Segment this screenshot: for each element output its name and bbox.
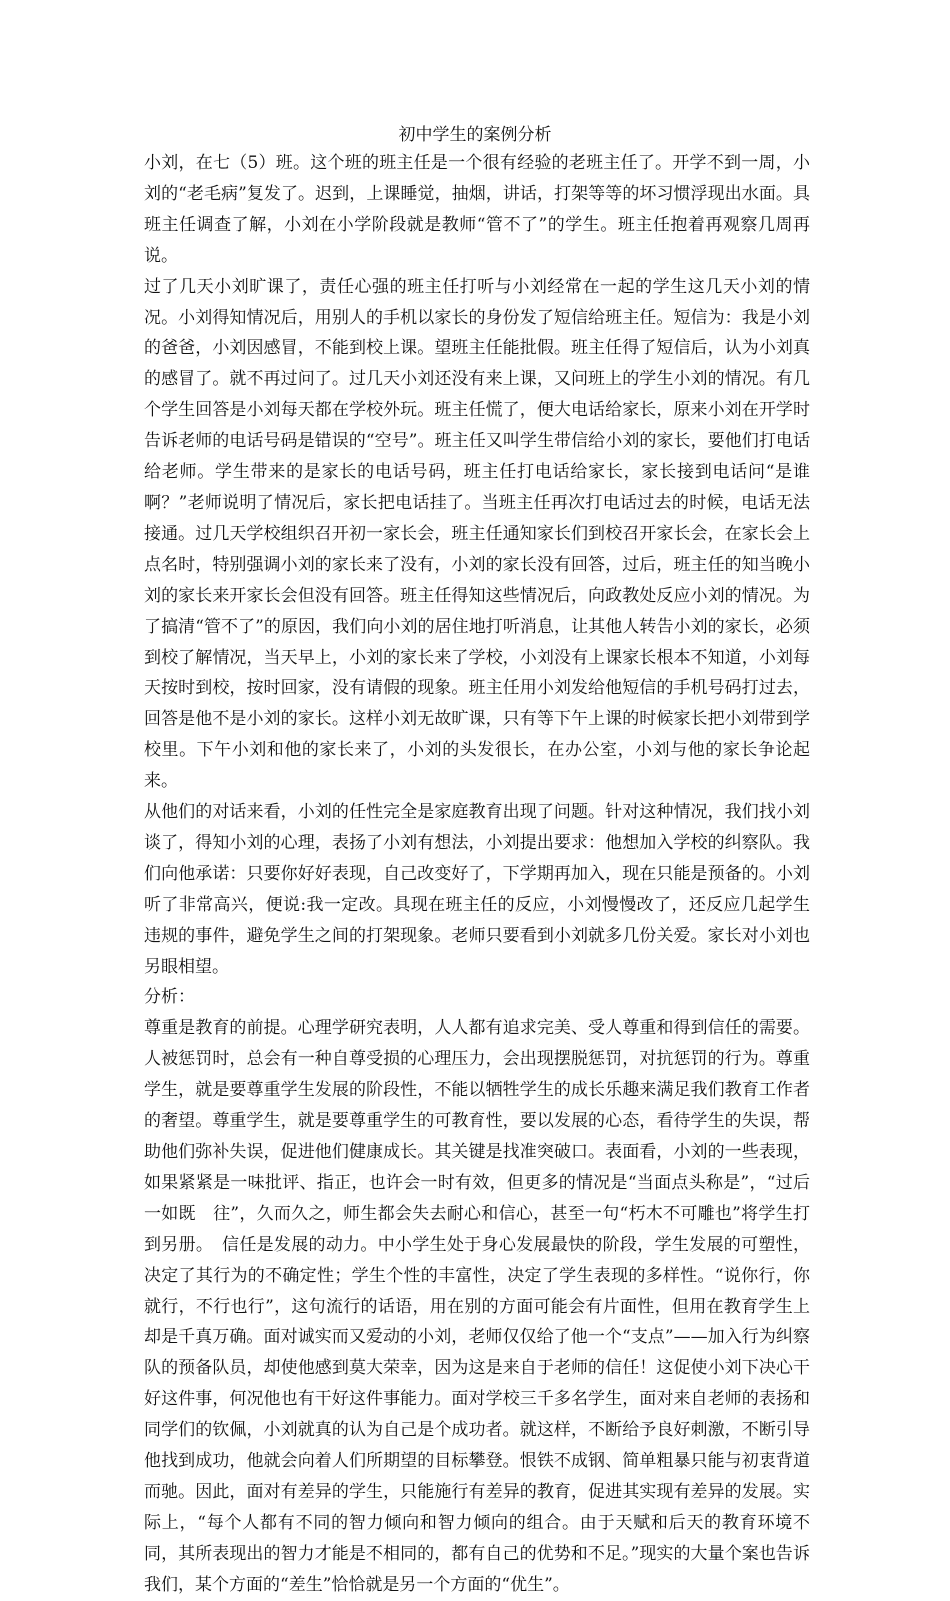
paragraph-absence-story: 过了几天小刘旷课了，责任心强的班主任打听与小刘经常在一起的学生这几天小刘的情况。小刘得知情况后，用别人的手机以家长的身份发了短信给班主任。短信为：我是小刘的爸爸，小刘因感冒，不能到校上课。望班主任能批假。班主任得了短信后，认为小刘真的感冒了。就不再过问了。过几天小刘还没有来上课，又问班上的学生小刘的情况。有几个学生回答是小刘每天都在学校外玩。班主任慌了，便大电话给家长，原来小刘在开学时告诉老师的电话号码是错误的“空号”。班主任又叫学生带信给小刘的家长，要他们打电话给老师。学生带来的是家长的电话号码，班主任打电话给家长，家长接到电话问“是谁啊？”老师说明了情况后，家长把电话挂了。当班主任再次打电话过去的时候，电话无法接通。过几天学校组织召开初一家长会，班主任通知家长们到校召开家长会，在家长会上点名时，特别强调小刘的家长来了没有，小刘的家长没有回答，过后，班主任的知当晚小刘的家长来开家长会但没有回答。班主任得知这些情况后，向政教处反应小刘的情况。为了搞清“管不了”的原因，我们向小刘的居住地打听消息，让其他人转告小刘的家长，必须到校了解情况，当天早上，小刘的家长来了学校，小刘没有上课家长根本不知道，小刘每天按时到校，按时回家，没有请假的现象。班主任用小刘发给他短信的手机号码打过去，回答是他不是小刘的家长。这样小刘无故旷课，只有等下午上课的时候家长把小刘带到学校里。下午小刘和他的家长来了，小刘的头发很长，在办公室，小刘与他的家长争论起来。 — [144, 276, 810, 792]
paragraph-analysis-body: 尊重是教育的前提。心理学研究表明，人人都有追求完美、受人尊重和得到信任的需要。人被惩罚时，总会有一种自尊受损的心理压力，会出现摆脱惩罚，对抗惩罚的行为。尊重学生，就是要尊重学生发展的阶段性，不能以牺牲学生的成长乐趣来满足我们教育工作者的奢望。尊重学生，就是要尊重学生的可教育性，要以发展的心态，看待学生的失误，帮助他们弥补失误，促进他们健康成长。其关键是找准突破口。表面看，小刘的一些表现，如果紧紧是一味批评、指正，也许会一时有效，但更多的情况是“当面点头称是”，“过后一如既 往”，久而久之，师生都会失去耐心和信心，甚至一句“朽木不可雕也”将学生打到另册。 信任是发展的动力。中小学生处于身心发展最快的阶段，学生发展的可塑性，决定了其行为的不确定性；学生个性的丰富性，决定了学生表现的多样性。“说你行，你就行，不行也行”，这句流行的话语，用在别的方面可能会有片面性，但用在教育学生上却是千真万确。面对诚实而又爱动的小刘，老师仅仅给了他一个“支点”——加入行为纠察队的预备队员，却使他感到莫大荣幸，因为这是来自于老师的信任！这促使小刘下决心干好这件事，何况他也有干好这件事能力。面对学校三千多名学生，面对来自老师的表扬和同学们的钦佩，小刘就真的认为自己是个成功者。就这样，不断给予良好刺激，不断引导他找到成功，他就会向着人们所期望的目标攀登。恨铁不成钢、简单粗暴只能与初衷背道而驰。因此，面对有差异的学生，只能施行有差异的教育，促进其实现有差异的发展。实际上，“每个人都有不同的智力倾向和智力倾向的组合。由于天赋和后天的教育环境不同，其所表现出的智力才能是不相同的，都有自己的优势和不足。”现实的大量个案也告诉我们，某个方面的“差生”恰恰就是另一个方面的“优生”。 — [144, 1018, 810, 1595]
paragraph-conversation: 从他们的对话来看，小刘的任性完全是家庭教育出现了问题。针对这种情况，我们找小刘谈了，得知小刘的心理，表扬了小刘有想法，小刘提出要求：他想加入学校的纠察队。我们向他承诺：只要你好好表现，自己改变好了，下学期再加入，现在只能是预备的。小刘听了非常高兴，便说:我一定改。具现在班主任的反应，小刘慢慢改了，还反应几起学生违规的事件，避免学生之间的打架现象。老师只要看到小刘就多几份关爱。家长对小刘也另眼相望。 — [144, 802, 810, 977]
paragraph-analysis-heading: 分析： — [144, 987, 195, 1008]
document-body — [144, 148, 810, 1601]
document-title: 初中学生的案例分析 — [398, 125, 552, 145]
paragraph-case-intro: 小刘，在七（5）班。这个班的班主任是一个很有经验的老班主任了。开学不到一周，小刘的“老毛病”复发了。迟到，上课睡觉，抽烟，讲话，打架等等的坏习惯浮现出水面。具班主任调查了解，小刘在小学阶段就是教师“管不了”的学生。班主任抱着再观察几周再说。 — [144, 153, 810, 266]
